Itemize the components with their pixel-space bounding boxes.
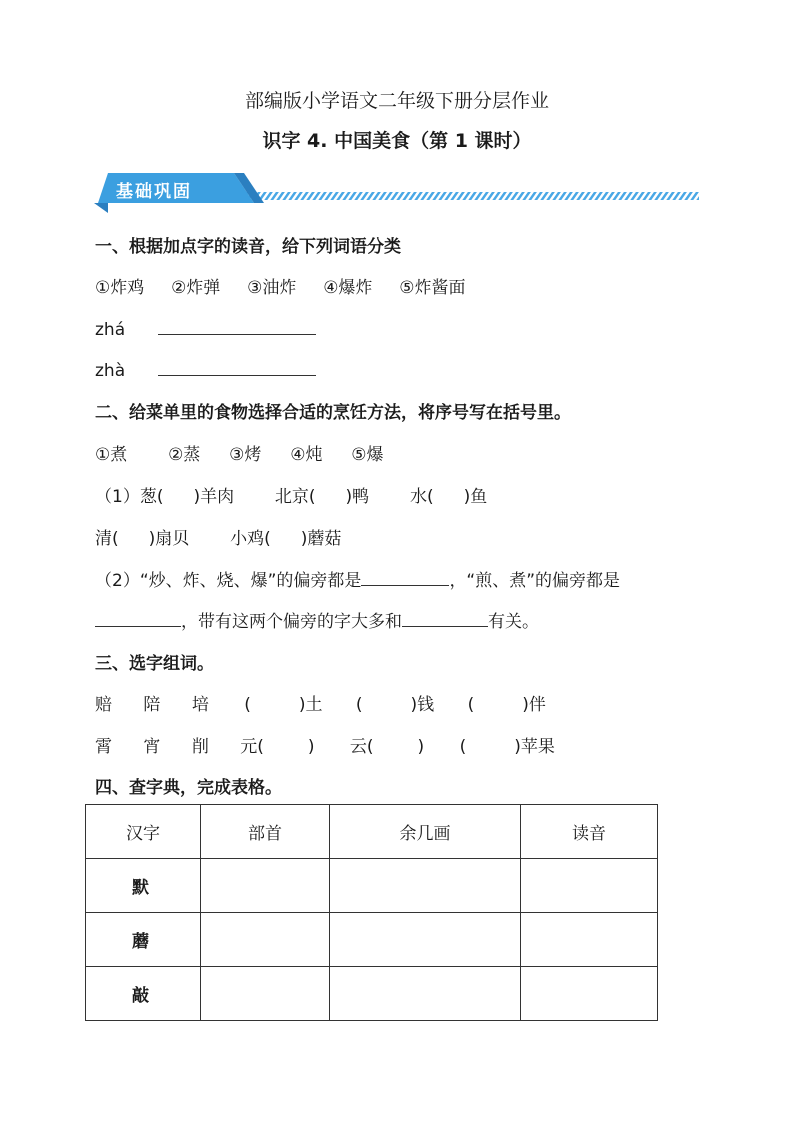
answer-cell[interactable] — [201, 967, 330, 1021]
answer-cell[interactable] — [521, 913, 658, 967]
option-item: ①炸鸡 — [95, 278, 145, 298]
prompt-text: ，带有这两个偏旁的字大多和 — [181, 612, 402, 632]
candidate-char: 赔 — [95, 695, 112, 715]
table-row — [86, 913, 658, 967]
banner-label: 基础巩固 — [116, 182, 192, 202]
menu-text: 清( — [95, 529, 119, 549]
menu-text: )蘑菇 — [300, 529, 342, 549]
answer-cell[interactable] — [521, 967, 658, 1021]
answer-cell[interactable] — [330, 967, 521, 1021]
option-item: ③烤 — [229, 445, 262, 465]
menu-text: )鱼 — [463, 487, 488, 507]
pinyin-row-zha4 — [95, 358, 316, 381]
question-2-options — [95, 440, 384, 465]
answer-cell[interactable] — [521, 859, 658, 913]
character-cell: 蘑 — [86, 913, 201, 967]
header-cell: 汉字 — [86, 805, 201, 859]
word-item: ( — [244, 695, 251, 715]
option-item: ④炖 — [290, 445, 323, 465]
word-item: )钱 — [410, 695, 435, 715]
prompt-text: 有关。 — [488, 612, 539, 632]
menu-text: )扇贝 — [148, 529, 190, 549]
header-cell: 余几画 — [330, 805, 521, 859]
char-group-row-1 — [95, 690, 546, 715]
word-item: ( — [459, 737, 467, 757]
answer-cell[interactable] — [201, 913, 330, 967]
menu-row-2 — [95, 524, 341, 549]
menu-text: )鸭 — [345, 487, 370, 507]
character-cell: 敲 — [86, 967, 201, 1021]
word-item: 云( — [349, 737, 374, 757]
answer-blank[interactable] — [158, 317, 316, 335]
word-item: )伴 — [522, 695, 546, 715]
menu-row-1 — [95, 482, 487, 507]
word-item: ) — [307, 737, 315, 757]
answer-cell[interactable] — [201, 859, 330, 913]
word-item: 元( — [240, 737, 264, 757]
header-cell: 部首 — [201, 805, 330, 859]
prompt-text: （2）“炒、炸、烧、爆”的偏旁都是 — [95, 571, 362, 591]
answer-cell[interactable] — [330, 859, 521, 913]
option-item: ①煮 — [95, 445, 128, 465]
option-item: ②蒸 — [168, 445, 201, 465]
table-row — [86, 967, 658, 1021]
candidate-char: 培 — [191, 695, 209, 715]
question-2-title: 二、给菜单里的食物选择合适的烹饪方法，将序号写在括号里。 — [95, 403, 571, 423]
word-item: ( — [467, 695, 475, 715]
char-group-row-2 — [95, 732, 555, 757]
question-2-part-2-line-2 — [95, 607, 539, 632]
option-item: ③油炸 — [247, 278, 297, 298]
table-header-row — [86, 805, 658, 859]
character-cell: 默 — [86, 859, 201, 913]
candidate-char: 削 — [191, 737, 209, 757]
question-2-part-2-line-1 — [95, 566, 620, 591]
option-item: ④爆炸 — [323, 278, 373, 298]
lesson-subtitle: 识字 4. 中国美食（第 1 课时） — [262, 130, 532, 152]
question-3-title: 三、选字组词。 — [95, 654, 214, 674]
question-1-options — [95, 273, 466, 298]
menu-text: 北京( — [274, 487, 316, 507]
question-4-title: 四、查字典，完成表格。 — [95, 778, 282, 798]
prompt-text: ，“煎、煮”的偏旁都是 — [449, 571, 621, 591]
question-1-title: 一、根据加点字的读音，给下列词语分类 — [95, 237, 401, 257]
candidate-char: 宵 — [143, 737, 161, 757]
answer-blank[interactable] — [361, 568, 449, 586]
menu-text: 水( — [410, 487, 434, 507]
option-item: ⑤炸酱面 — [399, 278, 466, 298]
header-cell: 读音 — [521, 805, 658, 859]
word-item: )苹果 — [514, 737, 555, 757]
menu-text: （1）葱( — [95, 487, 164, 507]
answer-blank[interactable] — [95, 609, 181, 627]
option-item: ⑤爆 — [351, 445, 384, 465]
section-banner — [94, 169, 702, 213]
pinyin-label: zhà — [95, 361, 126, 381]
pinyin-row-zha2 — [95, 317, 316, 340]
candidate-char: 陪 — [143, 695, 161, 715]
word-item: )土 — [298, 695, 323, 715]
answer-blank[interactable] — [158, 358, 316, 376]
option-item: ②炸弹 — [171, 278, 221, 298]
word-item: ) — [417, 737, 425, 757]
answer-cell[interactable] — [330, 913, 521, 967]
answer-blank[interactable] — [402, 609, 488, 627]
pinyin-label: zhá — [95, 320, 126, 340]
table-row — [86, 859, 658, 913]
word-item: ( — [355, 695, 363, 715]
dictionary-table — [85, 804, 658, 1021]
menu-text: 小鸡( — [230, 529, 271, 549]
document-title: 部编版小学语文二年级下册分层作业 — [244, 90, 549, 112]
candidate-char: 霄 — [95, 737, 112, 757]
menu-text: )羊肉 — [193, 487, 235, 507]
